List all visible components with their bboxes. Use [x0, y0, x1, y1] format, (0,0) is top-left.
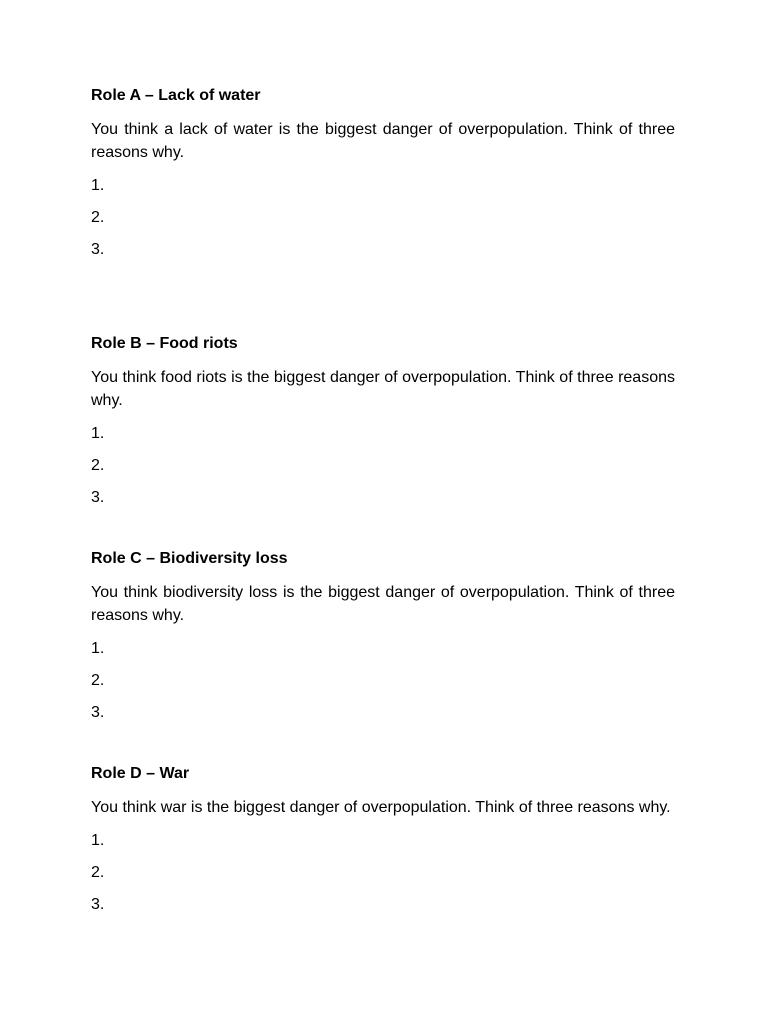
role-b-section: [91, 334, 675, 508]
role-a-section: [91, 86, 675, 260]
role-c-section: [91, 549, 675, 723]
list-item: 1.: [91, 425, 105, 442]
role-b-reasons-list: [91, 424, 675, 508]
role-c-title: Role C – Biodiversity loss: [91, 550, 288, 567]
role-d-section: [91, 764, 675, 915]
role-d-description: You think war is the biggest danger of overpopulation. Think of three reasons why.: [91, 799, 671, 816]
list-item: 3.: [91, 896, 105, 913]
role-c-description: You think biodiversity loss is the biggest danger of overpopulation. Think of three reasons why.: [91, 584, 675, 624]
role-b-title: Role B – Food riots: [91, 335, 238, 352]
list-item: 2.: [91, 864, 105, 881]
role-c-reasons-list: [91, 639, 675, 723]
role-d-title: Role D – War: [91, 765, 190, 782]
list-item: 1.: [91, 640, 105, 657]
role-b-description: You think food riots is the biggest danger of overpopulation. Think of three reasons why.: [91, 369, 675, 409]
role-a-title: Role A – Lack of water: [91, 87, 261, 104]
list-item: 2.: [91, 209, 105, 226]
role-d-reasons-list: [91, 831, 675, 915]
list-item: 1.: [91, 832, 105, 849]
list-item: 2.: [91, 672, 105, 689]
list-item: 3.: [91, 489, 105, 506]
list-item: 1.: [91, 177, 105, 194]
list-item: 3.: [91, 704, 105, 721]
list-item: 2.: [91, 457, 105, 474]
list-item: 3.: [91, 241, 105, 258]
role-a-reasons-list: [91, 176, 675, 260]
role-a-description: You think a lack of water is the biggest danger of overpopulation. Think of three reasons why.: [91, 121, 675, 161]
